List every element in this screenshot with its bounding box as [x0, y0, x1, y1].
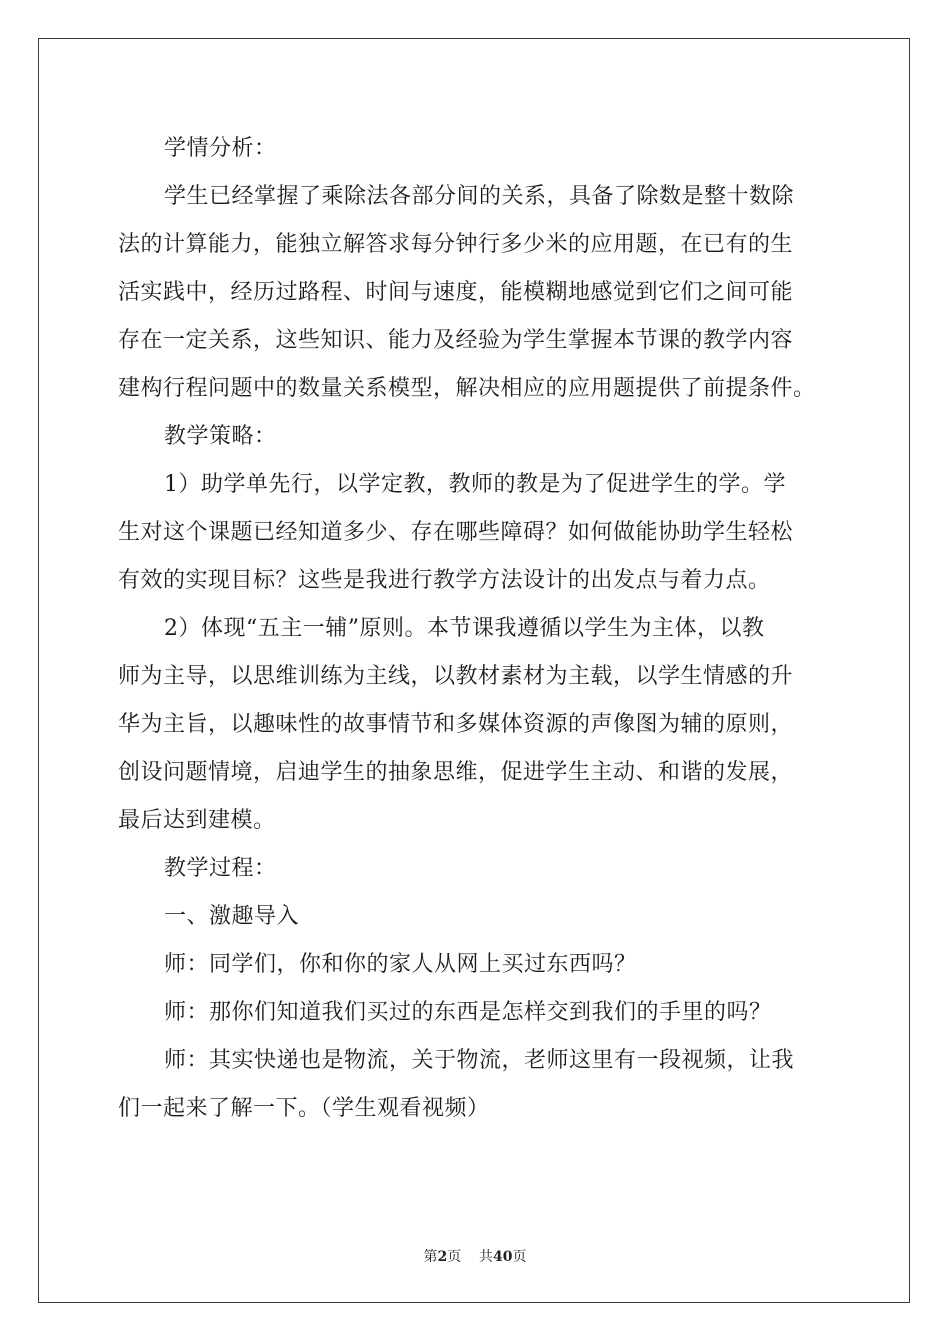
total-prefix: 共: [479, 1249, 494, 1265]
page-footer: [0, 1247, 950, 1267]
document-body: [118, 125, 838, 1133]
page-prefix: 第: [423, 1249, 438, 1265]
text-line: 师：其实快递也是物流，关于物流，老师这里有一段视频，让我: [164, 1048, 795, 1073]
text-line: 师：同学们，你和你的家人从网上买过东西吗？: [164, 952, 637, 977]
text-line: 教学过程：: [164, 856, 277, 881]
text-line: 2）体现“五主一辅”原则。本节课我遵循以学生为主体，以教: [164, 616, 765, 641]
text-line: 有效的实现目标？这些是我进行教学方法设计的出发点与着力点。: [118, 568, 771, 593]
text-line: 最后达到建模。: [118, 808, 276, 833]
text-line: 1）助学单先行，以学定教，教师的教是为了促进学生的学。学: [164, 472, 786, 497]
text-line: 法的计算能力，能独立解答求每分钟行多少米的应用题，在已有的生: [118, 232, 794, 257]
text-line: 活实践中，经历过路程、时间与速度，能模糊地感觉到它们之间可能: [118, 280, 794, 305]
page-total: 40: [493, 1249, 513, 1265]
text-line: 存在一定关系，这些知识、能力及经验为学生掌握本节课的教学内容: [118, 328, 794, 353]
text-line: 创设问题情境，启迪学生的抽象思维，促进学生主动、和谐的发展，: [118, 760, 794, 785]
text-line: 建构行程问题中的数量关系模型，解决相应的应用题提供了前提条件。: [118, 376, 816, 401]
text-line: 华为主旨，以趣味性的故事情节和多媒体资源的声像图为辅的原则，: [118, 712, 794, 737]
text-line: 师为主导，以思维训练为主线，以教材素材为主载，以学生情感的升: [118, 664, 794, 689]
text-line: 学生已经掌握了乘除法各部分间的关系，具备了除数是整十数除: [164, 184, 795, 209]
text-line: 学情分析：: [164, 136, 277, 161]
text-line: 生对这个课题已经知道多少、存在哪些障碍？如何做能协助学生轻松: [118, 520, 794, 545]
text-line: 师：那你们知道我们买过的东西是怎样交到我们的手里的吗？: [164, 1000, 772, 1025]
text-line: 教学策略：: [164, 424, 277, 449]
text-line: 一、激趣导入: [164, 904, 300, 929]
total-suffix: 页: [512, 1249, 527, 1265]
text-line: 们一起来了解一下。（学生观看视频）: [118, 1096, 490, 1121]
page-suffix: 页: [447, 1249, 462, 1265]
page-current: 2: [437, 1249, 448, 1265]
